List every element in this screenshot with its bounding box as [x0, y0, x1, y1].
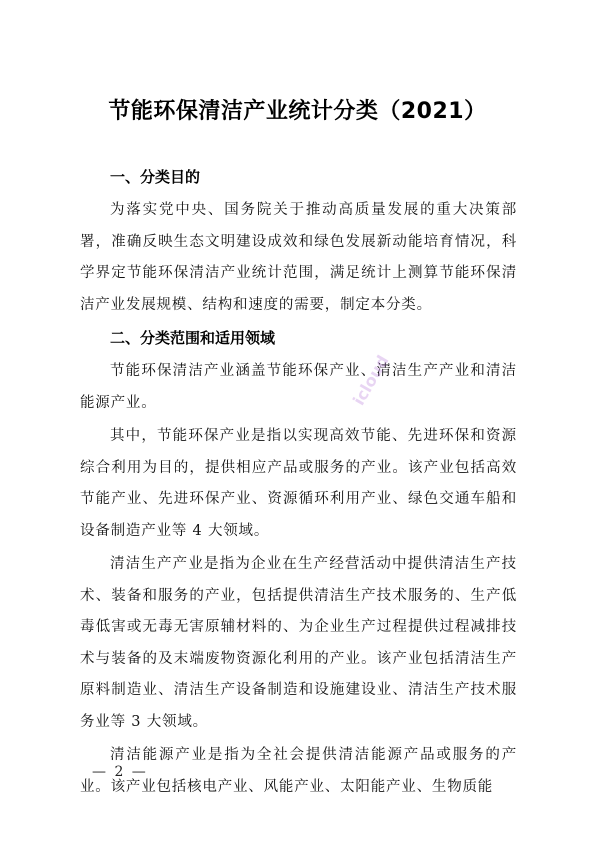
- section-heading-scope: 二、分类范围和适用领域: [110, 329, 276, 347]
- paragraph-clean-energy: 清洁能源产业是指为全社会提供清洁能源产品或服务的产业。该产业包括核电产业、风能产业、太阳能产业、生物质能: [80, 747, 517, 795]
- paragraph-clean-production: 清洁生产产业是指为企业在生产经营活动中提供清洁生产技术、装备和服务的产业，包括提供清洁生产技术服务的、生产低毒低害或无毒无害原辅材料的、为企业生产过程提供过程减排技术与装备的及末端废物资源化利用的产业。该产业包括清洁生产原料制造业、清洁生产设备制造和设施建设业、清洁生产技术服务业等 3 大领域。: [80, 556, 517, 730]
- paragraph-purpose: 为落实党中央、国务院关于推动高质量发展的重大决策部署，准确反映生态文明建设成效和绿色发展新动能培育情况，科学界定节能环保清洁产业统计范围，满足统计上测算节能环保清洁产业发展规模、结构和速度的需要，制定本分类。: [80, 202, 517, 313]
- watermark-logo: icloud: [349, 351, 393, 409]
- paragraph-energy-saving: 其中，节能环保产业是指以实现高效节能、先进环保和资源综合利用为目的，提供相应产品或服务的产业。该产业包括高效节能产业、先进环保产业、资源循环利用产业、绿色交通车船和设备制造产业等 4 大领域。: [80, 428, 517, 539]
- paragraph-scope-overview: 节能环保清洁产业涵盖节能环保产业、清洁生产产业和清洁能源产业。: [80, 363, 517, 411]
- section-heading-purpose: 一、分类目的: [110, 168, 201, 186]
- document-body: [80, 160, 517, 803]
- document-title: 节能环保清洁产业统计分类（2021）: [108, 99, 487, 124]
- page-number: — 2 —: [92, 764, 148, 780]
